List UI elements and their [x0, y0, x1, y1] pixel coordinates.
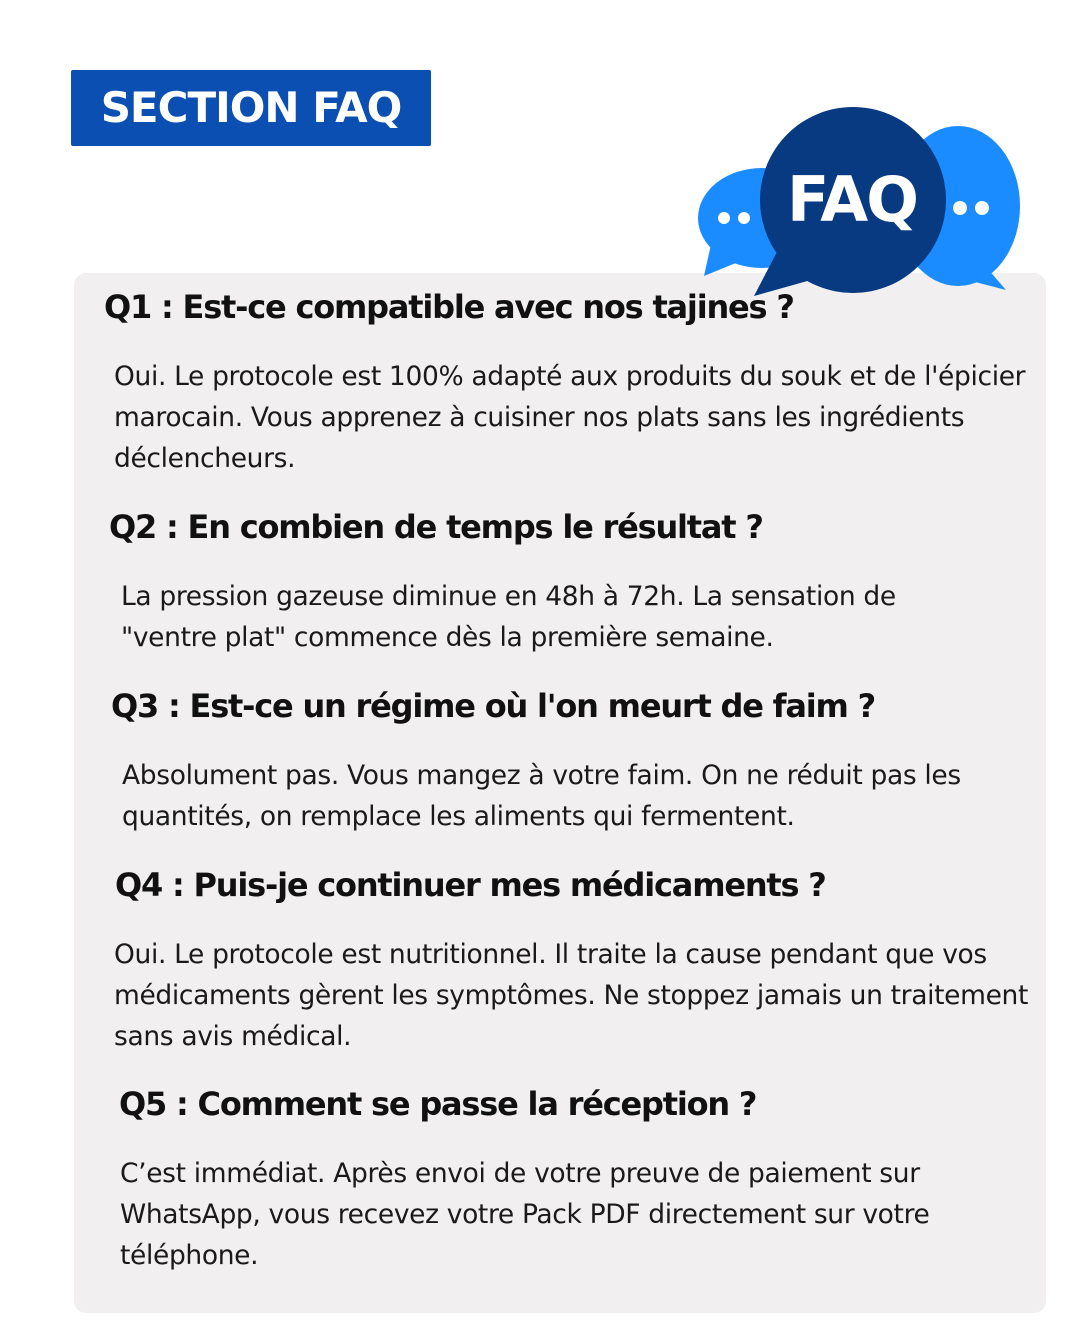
faq-answer-2: La pression gazeuse diminue en 48h à 72h. La sensation de "ventre plat" commence dès la première semaine. — [121, 581, 896, 653]
section-faq-badge: SECTION FAQ — [71, 70, 431, 146]
faq-question-2: Q2 : En combien de temps le résultat ? — [109, 508, 763, 546]
faq-answer-1: Oui. Le protocole est 100% adapté aux produits du souk et de l'épicier marocain. Vous apprenez à cuisiner nos plats sans les ingrédients déclencheurs. — [114, 361, 1026, 474]
faq-answer-3: Absolument pas. Vous mangez à votre faim. On ne réduit pas les quantités, on remplace les aliments qui fermentent. — [122, 760, 961, 832]
faq-question-1: Q1 : Est-ce compatible avec nos tajines ? — [104, 288, 794, 326]
faq-item-4 — [115, 865, 1040, 1057]
faq-chat-bubbles-icon — [690, 100, 1030, 300]
faq-question-3: Q3 : Est-ce un régime où l'on meurt de faim ? — [111, 687, 876, 725]
faq-answer-4: Oui. Le protocole est nutritionnel. Il traite la cause pendant que vos médicaments gèrent les symptômes. Ne stoppez jamais un traitement sans avis médical. — [114, 939, 1029, 1052]
faq-item-5 — [119, 1084, 1009, 1276]
faq-item-3 — [111, 686, 1011, 837]
faq-question-4: Q4 : Puis-je continuer mes médicaments ? — [115, 866, 826, 904]
faq-icon-label: FAQ — [787, 163, 917, 236]
faq-item-1 — [104, 287, 1034, 479]
faq-item-2 — [109, 507, 999, 658]
faq-answer-5: C’est immédiat. Après envoi de votre preuve de paiement sur WhatsApp, vous recevez votre Pack PDF directement sur votre téléphone. — [120, 1158, 930, 1271]
faq-question-5: Q5 : Comment se passe la réception ? — [119, 1085, 757, 1123]
